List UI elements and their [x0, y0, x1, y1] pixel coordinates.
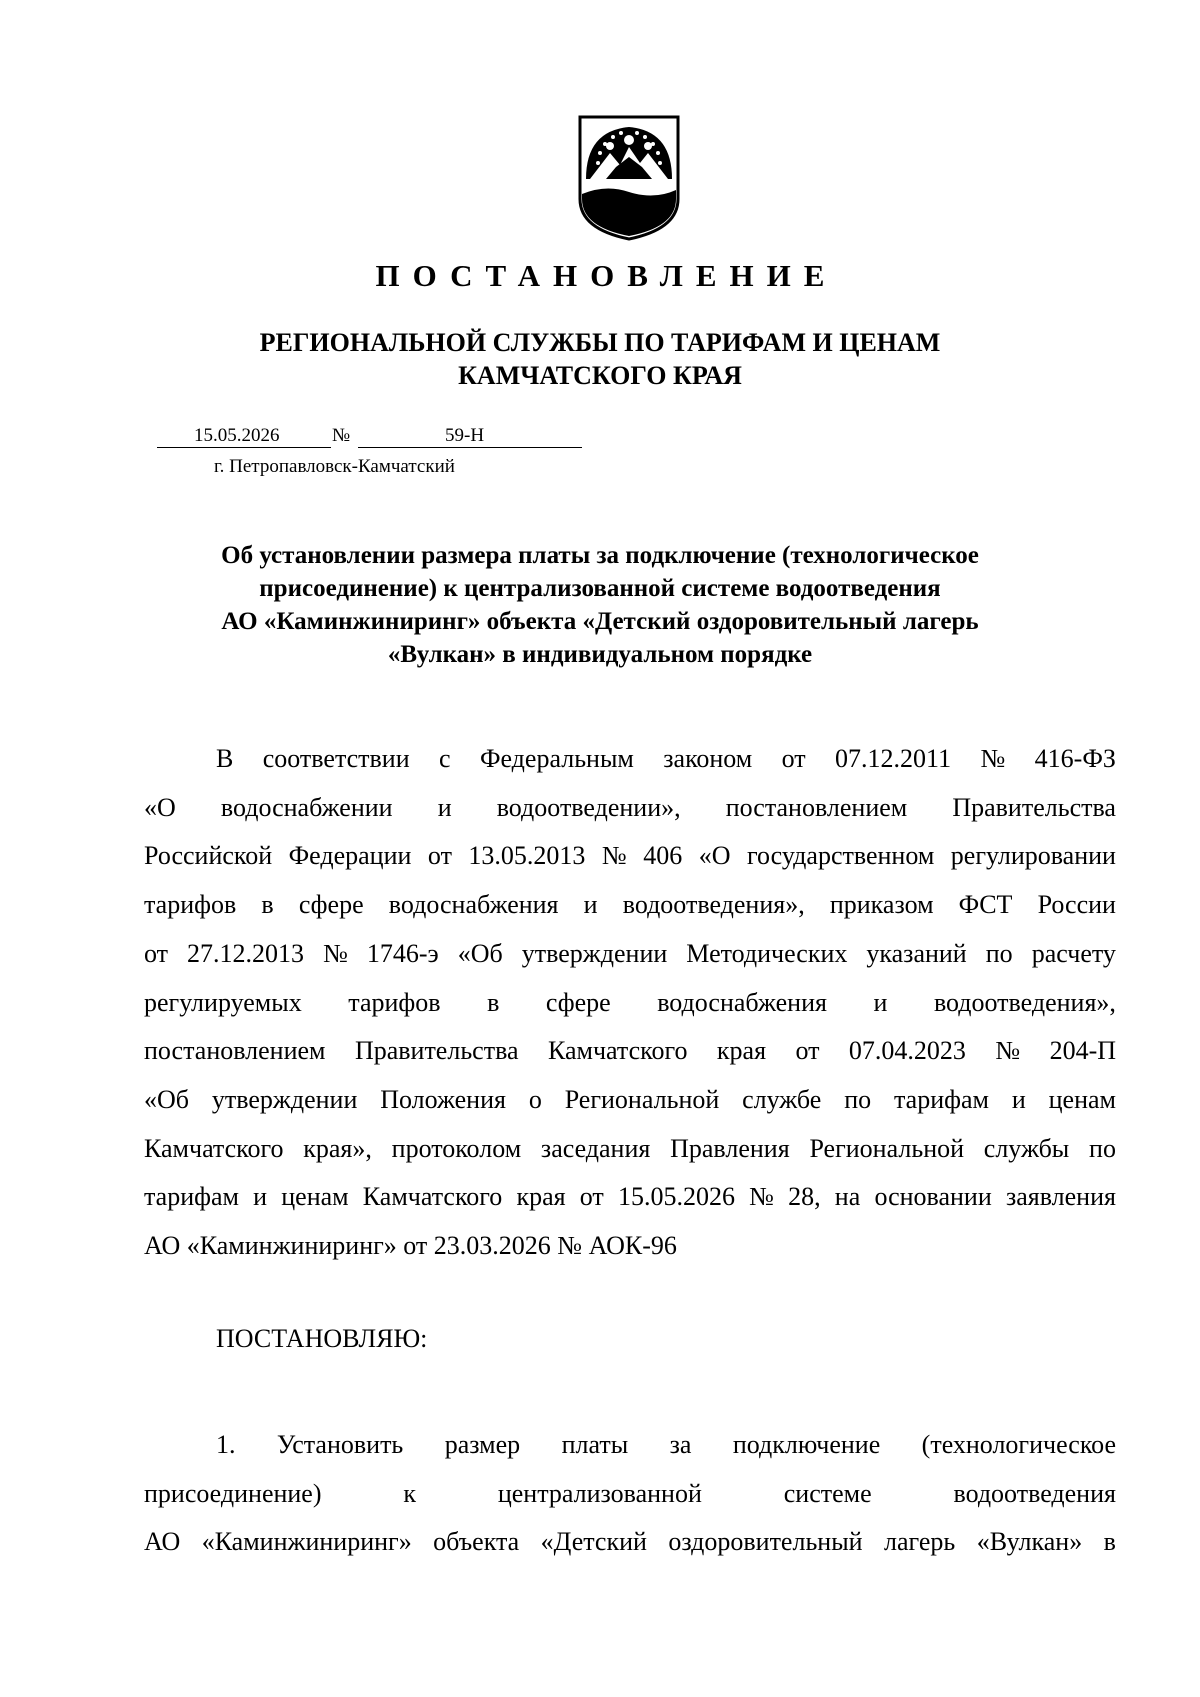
- word: на: [834, 1182, 861, 1212]
- word: России: [1037, 890, 1116, 920]
- text-line: АО «Каминжиниринг» от 23.03.2026 № АОК-96: [144, 1231, 677, 1260]
- word: оздоровительный: [668, 1527, 863, 1557]
- word: «Каминжиниринг»: [201, 1527, 412, 1557]
- word: присоединение): [144, 1478, 322, 1508]
- word: Российской: [144, 841, 273, 871]
- text-line: [144, 988, 1116, 1024]
- word: расчету: [1031, 938, 1116, 968]
- document-place: г. Петропавловск-Камчатский: [214, 456, 455, 477]
- word: №: [323, 938, 348, 968]
- word: утверждении: [211, 1084, 358, 1114]
- word: Камчатского: [362, 1182, 503, 1212]
- word: размер: [444, 1430, 521, 1459]
- word: Правления: [670, 1133, 790, 1163]
- subject-line: присоединение) к централизованной системе водоотведения: [259, 575, 941, 602]
- word: службы: [983, 1133, 1070, 1163]
- text-line: [144, 1134, 1116, 1170]
- word: тарифам: [893, 1084, 989, 1114]
- word: подключение: [732, 1430, 881, 1459]
- word: Установить: [276, 1430, 404, 1459]
- word: Камчатского: [144, 1133, 284, 1163]
- word: №: [995, 1036, 1021, 1066]
- word: водоотведения: [953, 1478, 1116, 1508]
- word: №: [601, 841, 627, 871]
- word: водоотведении»,: [496, 792, 681, 822]
- word: 204-П: [1049, 1036, 1116, 1066]
- word: ценам: [1048, 1084, 1116, 1114]
- word: 1.: [216, 1430, 236, 1459]
- document-date: 15.05.2026: [194, 425, 280, 446]
- word: «Вулкан»: [976, 1527, 1083, 1557]
- word: 1746-э: [366, 938, 439, 968]
- text-line: [144, 1182, 1116, 1218]
- word: 406: [643, 841, 683, 871]
- word: края: [716, 1036, 767, 1066]
- word: от: [144, 938, 169, 968]
- text-line: [144, 1085, 1116, 1121]
- word: соответствии: [262, 744, 410, 773]
- word: в: [261, 890, 274, 920]
- text-line: [144, 793, 1116, 829]
- word: заявления: [1005, 1182, 1116, 1212]
- text-line: [144, 1527, 1116, 1563]
- word: водоотведения»,: [933, 987, 1116, 1017]
- text-line: [144, 890, 1116, 926]
- issuing-authority: [0, 326, 1200, 392]
- word: Правительства: [354, 1036, 519, 1066]
- word: 27.12.2013: [187, 938, 305, 968]
- word: Правительства: [952, 792, 1116, 822]
- word: платы: [561, 1430, 629, 1459]
- word: по: [985, 938, 1013, 968]
- word: и: [583, 890, 598, 920]
- subject-line: Об установлении размера платы за подключение (технологическое: [221, 542, 979, 569]
- number-sign: №: [332, 425, 351, 446]
- word: 07.04.2023: [848, 1036, 966, 1066]
- word: Положения: [380, 1084, 506, 1114]
- word: (технологическое: [921, 1430, 1116, 1459]
- text-line: [216, 1430, 1116, 1466]
- word: тарифов: [348, 987, 441, 1017]
- word: постановлением: [725, 792, 908, 822]
- text-line: [144, 1479, 1116, 1515]
- word: основании: [874, 1182, 992, 1212]
- word: Федеральным: [479, 744, 634, 773]
- word: «О: [144, 792, 176, 822]
- word: от: [579, 1182, 604, 1212]
- word: с: [439, 744, 451, 773]
- date-underline: [157, 447, 331, 448]
- word: в: [487, 987, 500, 1017]
- word: лагерь: [884, 1527, 956, 1557]
- word: АО: [144, 1527, 181, 1557]
- word: утверждении: [521, 938, 668, 968]
- word: Методических: [686, 938, 848, 968]
- word: Камчатского: [547, 1036, 688, 1066]
- word: края: [516, 1182, 566, 1212]
- word: Федерации: [288, 841, 412, 871]
- word: к: [403, 1478, 416, 1508]
- word: 15.05.2026: [617, 1182, 735, 1212]
- word: в: [1103, 1527, 1116, 1557]
- word: регулировании: [950, 841, 1116, 871]
- document-type-title: ПОСТАНОВЛЕНИЕ: [375, 258, 838, 293]
- word: за: [669, 1430, 692, 1459]
- word: по: [1089, 1133, 1116, 1163]
- word: постановлением: [144, 1036, 326, 1066]
- authority-line: КАМЧАТСКОГО КРАЯ: [458, 361, 742, 390]
- authority-line: РЕГИОНАЛЬНОЙ СЛУЖБЫ ПО ТАРИФАМ И ЦЕНАМ: [259, 328, 941, 357]
- word: сфере: [545, 987, 611, 1017]
- word: Региональной: [564, 1084, 720, 1114]
- word: «Детский: [540, 1527, 647, 1557]
- word: о: [528, 1084, 542, 1114]
- word: системе: [783, 1478, 872, 1508]
- word: указаний: [866, 938, 967, 968]
- text-line: [216, 744, 1116, 780]
- text-line: [144, 939, 1116, 975]
- word: водоотведения»,: [622, 890, 805, 920]
- word: 07.12.2011: [835, 744, 952, 773]
- word: государственном: [746, 841, 935, 871]
- word: 13.05.2013: [468, 841, 586, 871]
- word: тарифам: [144, 1182, 239, 1212]
- word: регулируемых: [144, 987, 302, 1017]
- word: централизованной: [497, 1478, 702, 1508]
- word: «О: [698, 841, 731, 871]
- word: ФСТ: [958, 890, 1013, 920]
- word: объекта: [433, 1527, 520, 1557]
- word: от: [795, 1036, 820, 1066]
- number-underline: [358, 447, 582, 448]
- word: от: [427, 841, 452, 871]
- word: службе: [742, 1084, 822, 1114]
- word: приказом: [829, 890, 934, 920]
- word: «Об: [457, 938, 503, 968]
- word: водоснабжения: [388, 890, 559, 920]
- subject-line: «Вулкан» в индивидуальном порядке: [387, 641, 813, 668]
- word: заседания: [540, 1133, 651, 1163]
- word: законом: [663, 744, 753, 773]
- word: тарифов: [144, 890, 237, 920]
- document-subject: [0, 539, 1200, 671]
- word: 416-ФЗ: [1034, 744, 1116, 773]
- word: водоснабжения: [657, 987, 827, 1017]
- word: и: [1011, 1084, 1026, 1114]
- word: «Об: [144, 1084, 190, 1114]
- word: В: [216, 744, 234, 773]
- word: сфере: [298, 890, 364, 920]
- document-number: 59-Н: [445, 425, 485, 446]
- word: от: [781, 744, 806, 773]
- word: №: [980, 744, 1006, 773]
- word: края»,: [303, 1133, 372, 1163]
- word: 28,: [788, 1182, 821, 1212]
- word: и: [437, 792, 452, 822]
- word: и: [873, 987, 888, 1017]
- text-line: [144, 841, 1116, 877]
- word: ценам: [281, 1182, 349, 1212]
- kamchatka-coat-of-arms-icon: [576, 113, 682, 243]
- subject-line: АО «Каминжиниринг» объекта «Детский оздоровительный лагерь: [221, 608, 979, 635]
- word: по: [844, 1084, 872, 1114]
- word: и: [253, 1182, 268, 1212]
- word: протоколом: [391, 1133, 522, 1163]
- word: №: [749, 1182, 774, 1212]
- decree-word: ПОСТАНОВЛЯЮ:: [216, 1324, 428, 1353]
- word: водоснабжении: [220, 792, 393, 822]
- text-line: [144, 1036, 1116, 1072]
- word: Региональной: [809, 1133, 965, 1163]
